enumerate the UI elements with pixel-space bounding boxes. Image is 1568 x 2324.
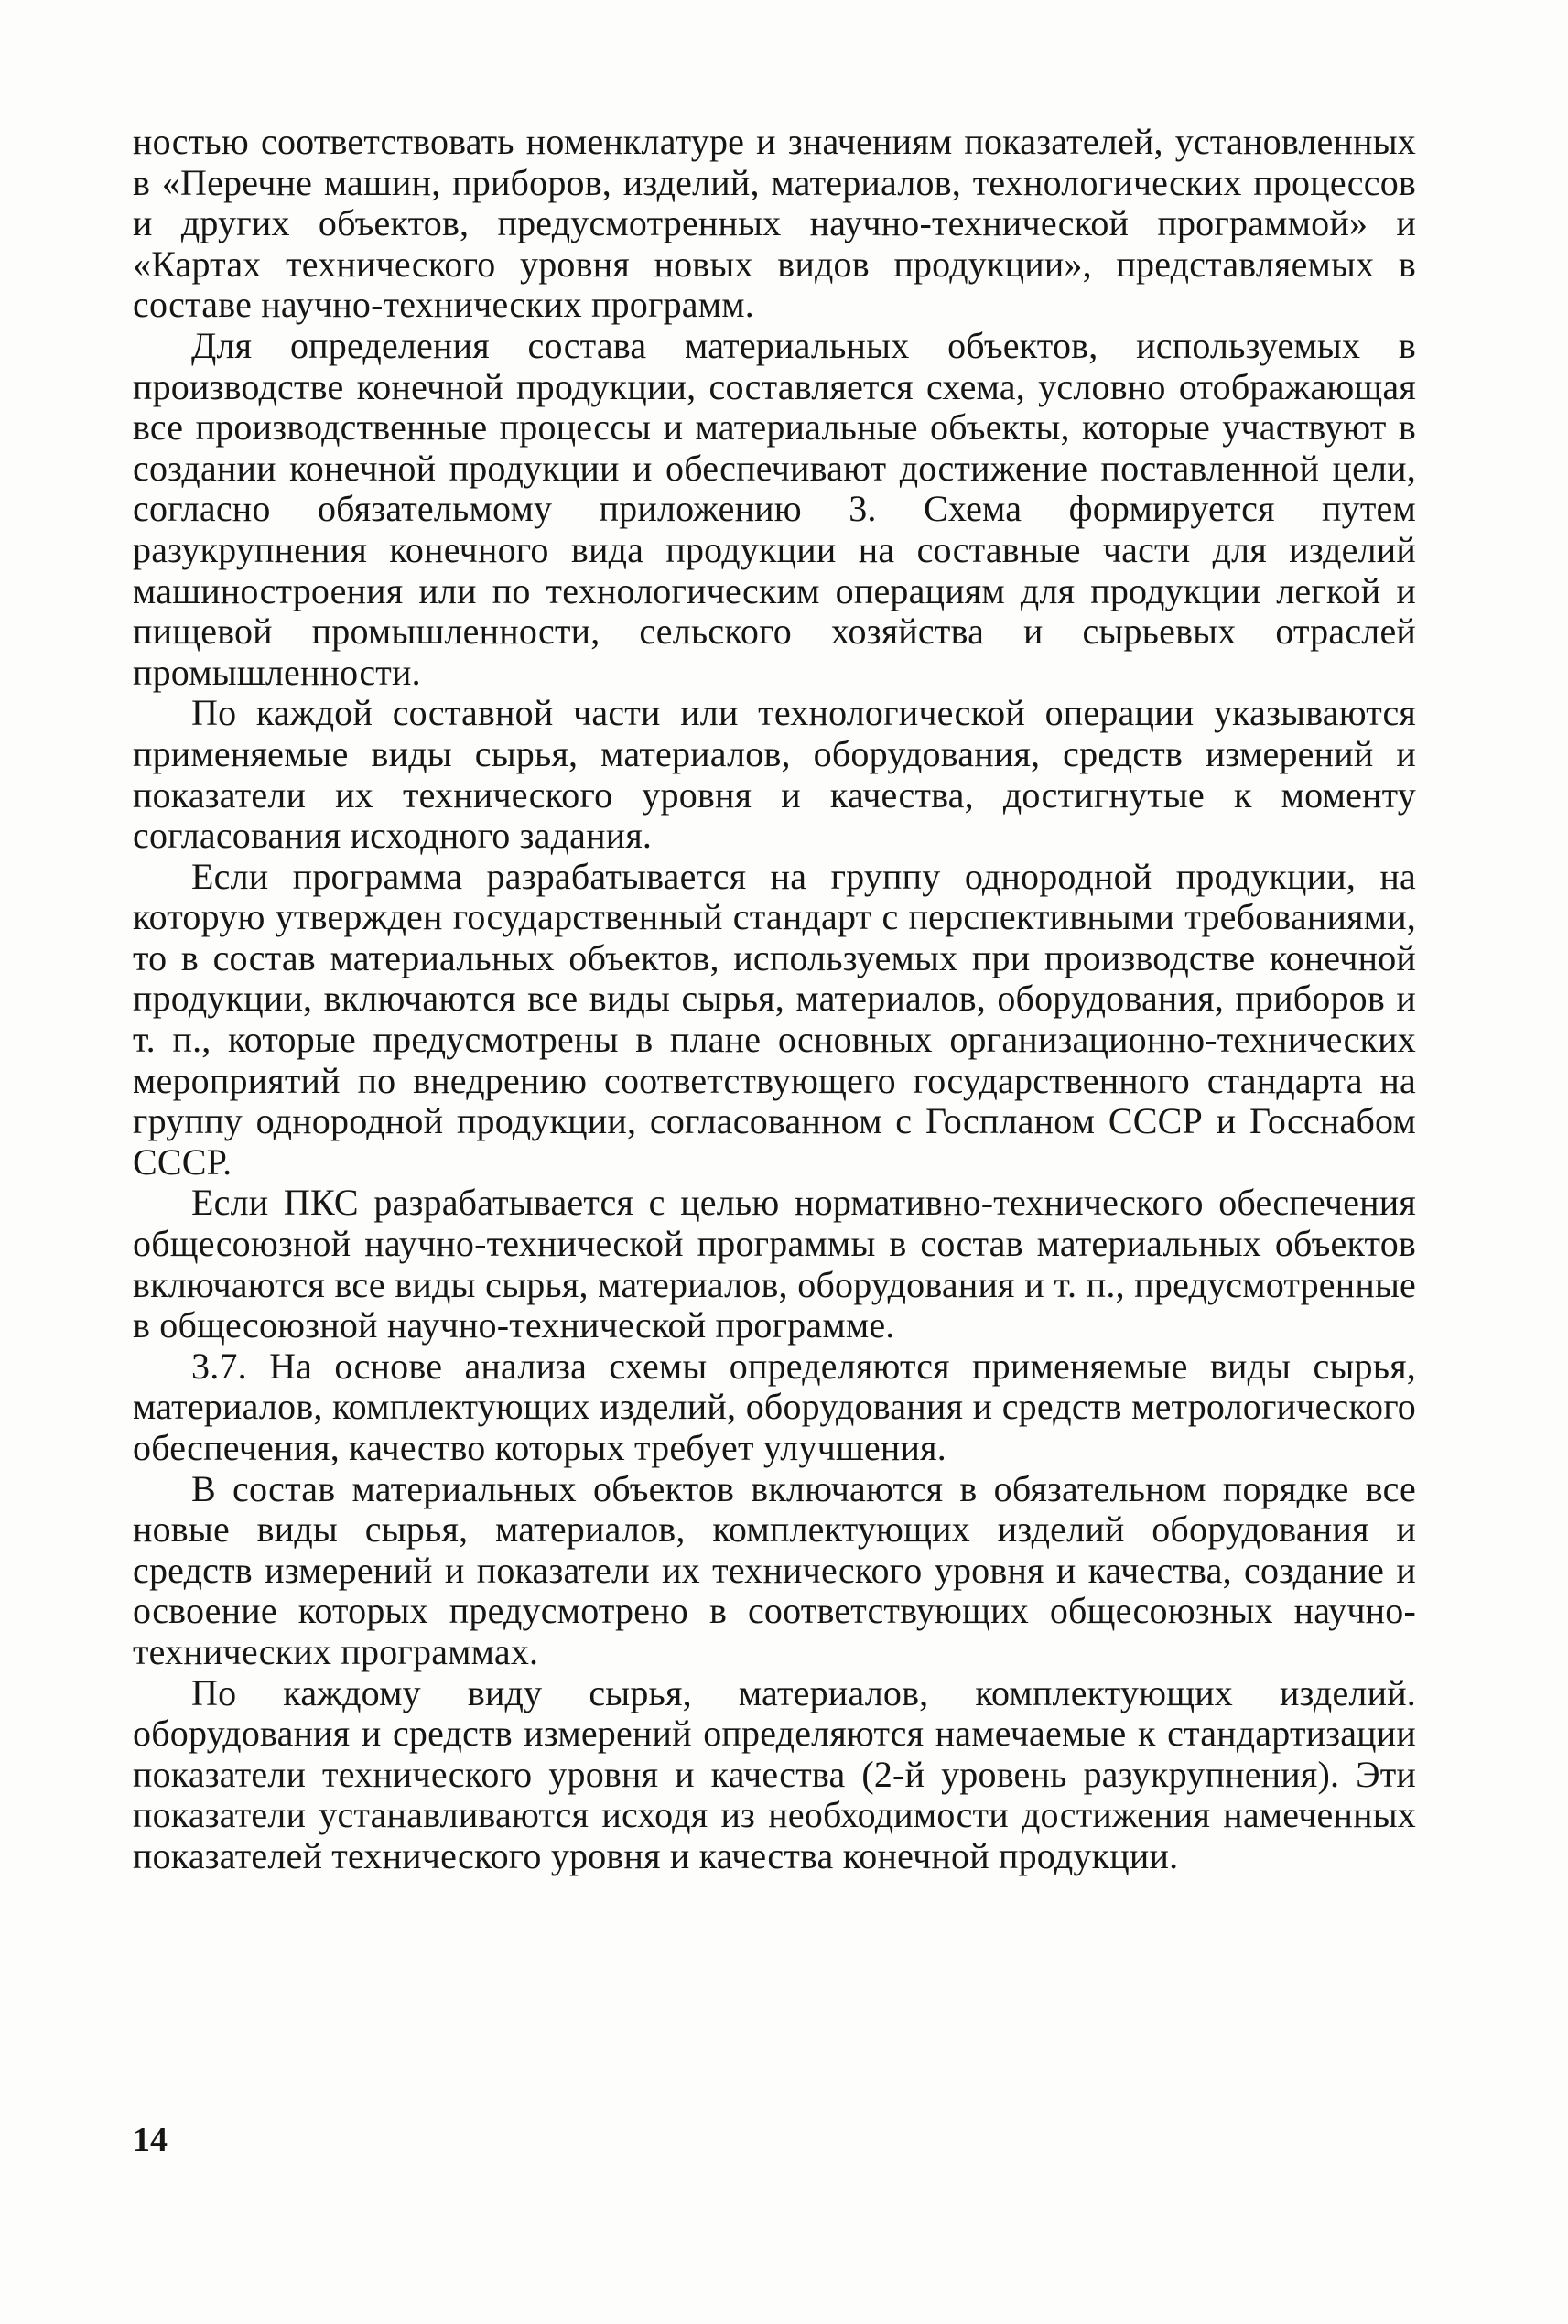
paragraph-new-materials: В состав материальных объектов включаются в обязательном порядке все новые виды сырья, материалов, комплектующих изделий оборудования и средств измерений и показатели их технического уровня и качества, создание и освоение которых предусмотрено в соответствующих общесоюзных научно-технических программах. (133, 1467, 1416, 1672)
body-text (133, 122, 1416, 1877)
paragraph-scheme-composition: Для определения состава материальных объектов, используемых в производстве конечной продукции, составляется схема, условно отображающая все производственные процессы и материальные объекты, которые участвуют в создании конечной продукции и обеспечивают достижение поставленной цели, согласно обязательмому приложению 3. Схема формируется путем разукрупнения конечного вида продукции на составные части для изделий машиностроения или по технологическим операциям для продукции легкой и пищевой промышленности, сельского хозяйства и сырьевых отраслей промышленности. (133, 324, 1416, 693)
paragraph-state-standard: Если программа разрабатывается на группу однородной продукции, на которую утвержден государственный стандарт с перспективными требованиями, то в состав материальных объектов, используемых при производстве конечной продукции, включаются все виды сырья, материалов, оборудования, приборов и т. п., которые предусмотрены в плане основных организационно-технических мероприятий по внедрению соответствующего государственного стандарта на группу однородной продукции, согласованном с Госпланом СССР и Госснабом СССР. (133, 855, 1416, 1183)
paragraph-standardization-parameters: По каждому виду сырья, материалов, комплектующих изделий. оборудования и средств измерений определяются намечаемые к стандартизации показатели технического уровня и качества (2-й уровень разукрупнения). Эти показатели устанавливаются исходя из необходимости достижения намеченных показателей технического уровня и качества конечной продукции. (133, 1671, 1416, 1876)
paragraph-continuation: ностью соответствовать номенклатуре и значениям показателей, установленных в «Перечне машин, приборов, изделий, материалов, технологических процессов и других объектов, предусмотренных научно-технической программой» и «Картах технического уровня новых видов продукции», представляемых в составе научно-технических программ. (133, 121, 1416, 326)
paragraph-section-3-7: 3.7. На основе анализа схемы определяются применяемые виды сырья, материалов, комплектующих изделий, оборудования и средств метрологического обеспечения, качество которых требует улучшения. (133, 1345, 1416, 1468)
paragraph-component-parameters: По каждой составной части или технологической операции указываются применяемые виды сырья, материалов, оборудования, средств измерений и показатели их технического уровня и качества, достигнутые к моменту согласования исходного задания. (133, 692, 1416, 857)
page-number: 14 (133, 2121, 168, 2159)
paragraph-pks-development: Если ПКС разрабатывается с целью нормативно-технического обеспечения общесоюзной научно-технической программы в состав материальных объектов включаются все виды сырья, материалов, оборудования и т. п., предусмотренные в общесоюзной научно-технической программе. (133, 1182, 1416, 1346)
